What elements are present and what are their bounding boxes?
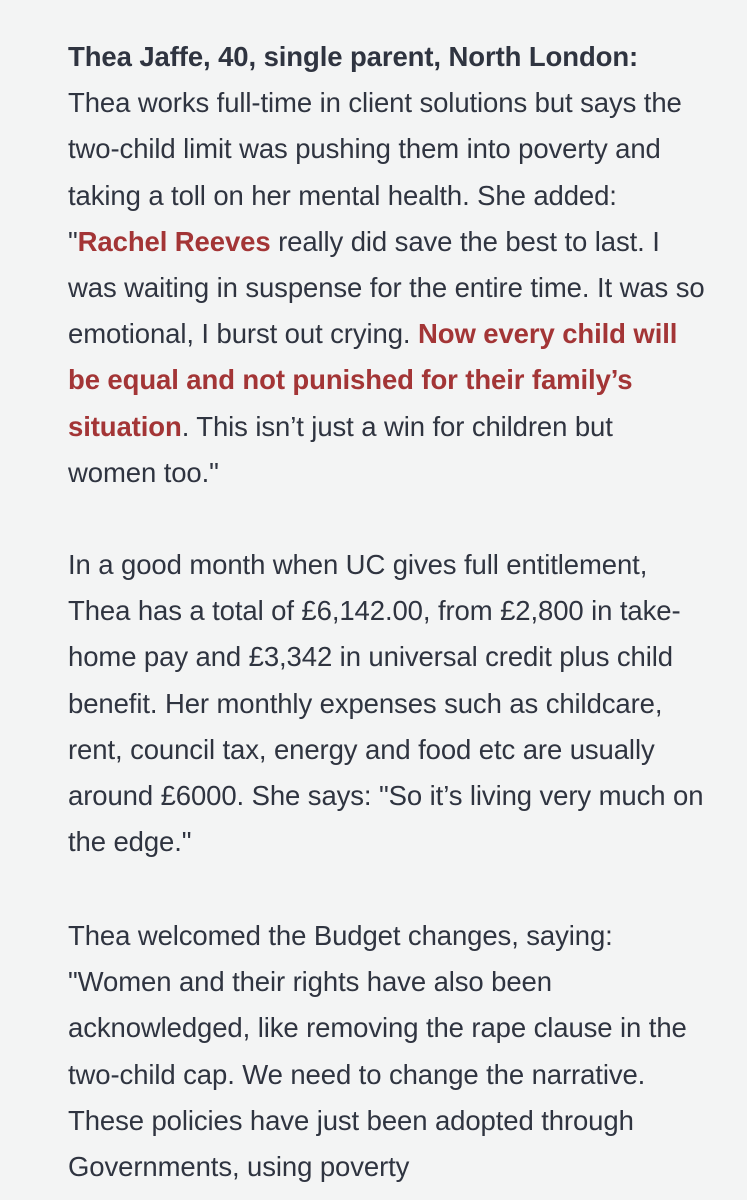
paragraph-thea-profile (68, 34, 708, 496)
paragraph-finances: In a good month when UC gives full entitlement, Thea has a total of £6,142.00, from £2,800 in take-home pay and £3,342 in universal credit plus child benefit. Her monthly expenses such as childcare, rent, council tax, energy and food etc are usually around £6000. She says: "So it’s living very much on the edge." (68, 549, 704, 858)
paragraph-text: really did save the best to last. I was waiting in suspense for the entire time. It was so emotional, I burst out crying. (68, 225, 705, 350)
highlighted-quote: Now every child will be equal and not punished for their family’s situation (68, 318, 678, 442)
paragraph-budget-reaction: Thea welcomed the Budget changes, saying: "Women and their rights have also been acknowledged, like removing the rape clause in the two-child cap. We need to change the narrative. These policies have just been adopted through Governments, using poverty (68, 920, 687, 1183)
paragraph-text: . This isn’t just a win for children but women too." (68, 410, 613, 488)
profile-lead: Thea Jaffe, 40, single parent, North London: (68, 41, 639, 72)
paragraph-text: Thea works full-time in client solutions but says the two-child limit was pushing them into poverty and taking a toll on her mental health. She added: " (68, 87, 682, 257)
rachel-reeves-link[interactable]: Rachel Reeves (77, 225, 271, 257)
